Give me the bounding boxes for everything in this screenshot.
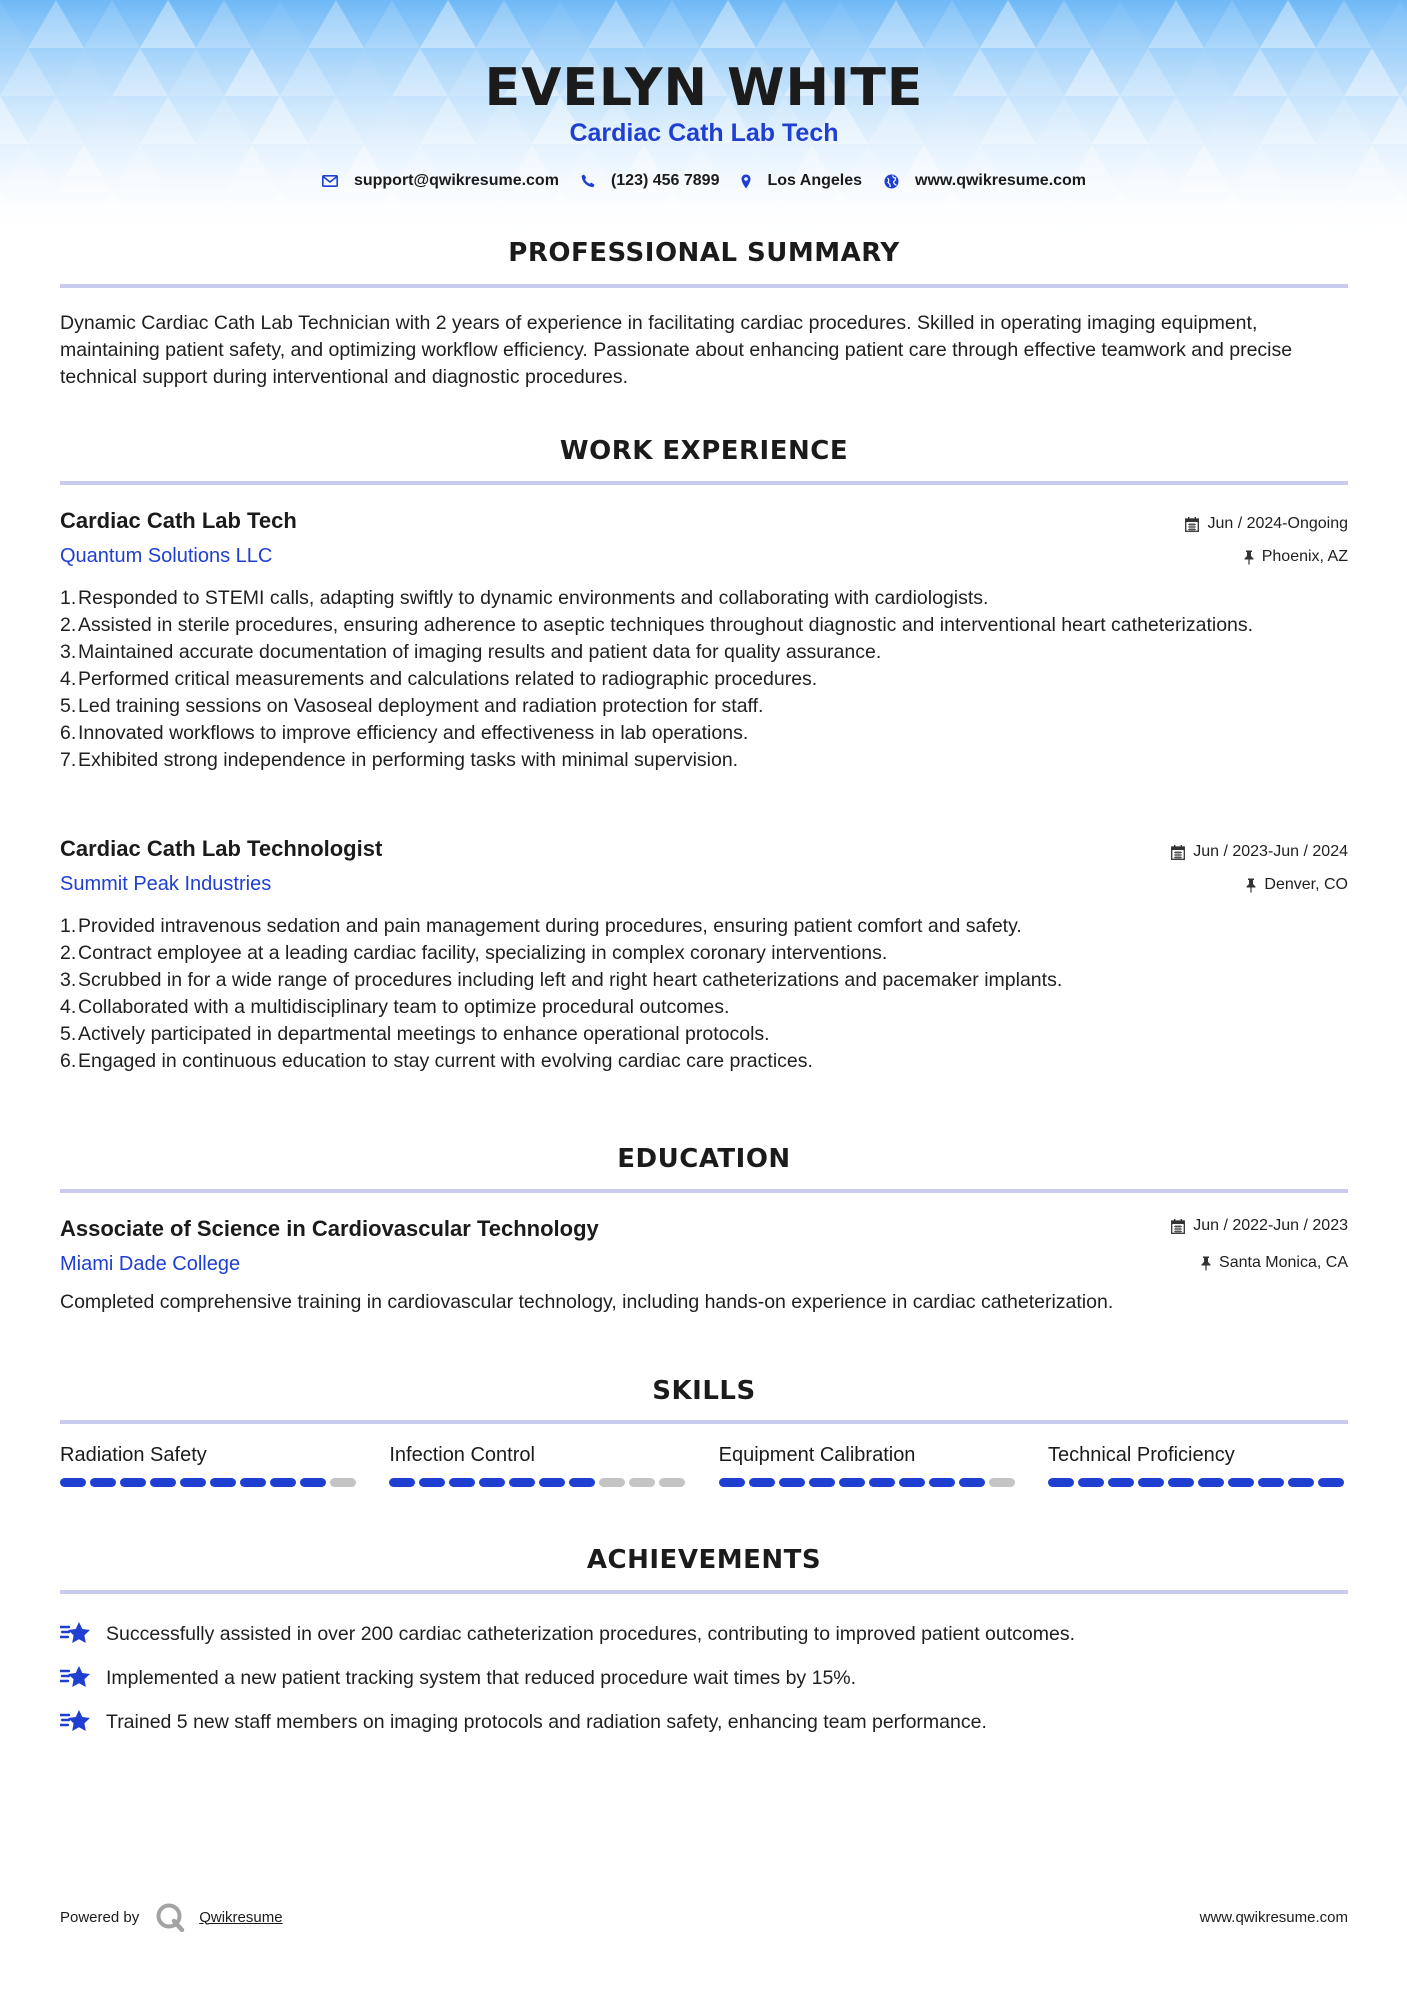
- job-company: Quantum Solutions LLC: [60, 545, 273, 567]
- contact-phone[interactable]: [581, 172, 720, 190]
- skill-segment: [1168, 1478, 1194, 1487]
- list-item: [60, 1700, 1348, 1744]
- skill-segment: [509, 1478, 535, 1487]
- skill-segment: [479, 1478, 505, 1487]
- experience-heading: WORK EXPERIENCE: [559, 436, 849, 466]
- skill-level-bar: [719, 1478, 1019, 1487]
- education-divider: [60, 1189, 1348, 1193]
- skill-segment: [1288, 1478, 1314, 1487]
- achievements-divider: [60, 1590, 1348, 1594]
- skill-segment: [659, 1478, 685, 1487]
- school-name: Miami Dade College: [60, 1253, 241, 1275]
- list-item: 2. Contract employee at a leading cardiac facility, specializing in complex coronary interventions.: [60, 942, 888, 964]
- skill-segment: [389, 1478, 415, 1487]
- education-location-text: Santa Monica, CA: [1219, 1254, 1348, 1271]
- job-location-text: Denver, CO: [1264, 876, 1348, 893]
- achievements-heading: ACHIEVEMENTS: [586, 1545, 822, 1575]
- skill-segment: [719, 1478, 745, 1487]
- skill-segment: [1228, 1478, 1254, 1487]
- skill-segment: [449, 1478, 475, 1487]
- skills-list: [60, 1444, 1348, 1487]
- skill-segment: [959, 1478, 985, 1487]
- location-text: Los Angeles: [767, 172, 863, 189]
- envelope-icon: [322, 175, 338, 187]
- calendar-icon: [1171, 845, 1185, 860]
- pushpin-icon: [1201, 1256, 1211, 1271]
- skill-segment: [899, 1478, 925, 1487]
- job-location: [1246, 876, 1348, 894]
- skill-segment: [1258, 1478, 1284, 1487]
- education-dates-text: Jun / 2022-Jun / 2023: [1193, 1217, 1348, 1234]
- skill-segment: [989, 1478, 1015, 1487]
- skills-divider: [60, 1420, 1348, 1424]
- job-location: [1244, 548, 1348, 566]
- powered-by-label: Powered by: [60, 1908, 140, 1926]
- skill-segment: [569, 1478, 595, 1487]
- footer-website[interactable]: www.qwikresume.com: [1199, 1908, 1348, 1926]
- skill-item: [719, 1444, 1019, 1487]
- skill-segment: [1108, 1478, 1134, 1487]
- map-pin-icon: [741, 174, 751, 189]
- achievements-list: [60, 1612, 1348, 1744]
- achievement-text: Implemented a new patient tracking system that reduced procedure wait times by 15%.: [106, 1666, 857, 1689]
- job-title: Cardiac Cath Lab Technologist: [60, 836, 383, 861]
- job-bullets: [60, 913, 1348, 1075]
- skill-segment: [1198, 1478, 1224, 1487]
- skill-level-bar: [60, 1478, 360, 1487]
- skill-segment: [809, 1478, 835, 1487]
- skill-name: Infection Control: [389, 1444, 535, 1466]
- skill-segment: [1048, 1478, 1074, 1487]
- job-title: Cardiac Cath Lab Tech: [60, 508, 297, 533]
- education-heading: EDUCATION: [617, 1144, 791, 1174]
- contact-website[interactable]: [884, 172, 1086, 190]
- skill-segment: [240, 1478, 266, 1487]
- skill-segment: [120, 1478, 146, 1487]
- degree-title: Associate of Science in Cardiovascular Technology: [60, 1216, 599, 1241]
- skill-segment: [749, 1478, 775, 1487]
- skill-name: Technical Proficiency: [1047, 1444, 1235, 1466]
- list-item: 4. Collaborated with a multidisciplinary team to optimize procedural outcomes.: [60, 996, 730, 1018]
- website-text: www.qwikresume.com: [915, 172, 1087, 189]
- job-location-text: Phoenix, AZ: [1261, 548, 1348, 565]
- star-icon: [60, 1665, 92, 1691]
- star-icon: [60, 1621, 92, 1647]
- summary-heading: PROFESSIONAL SUMMARY: [508, 238, 900, 268]
- skill-segment: [929, 1478, 955, 1487]
- globe-icon: [884, 174, 899, 189]
- skill-segment: [300, 1478, 326, 1487]
- skill-item: [1048, 1444, 1348, 1487]
- skill-segment: [419, 1478, 445, 1487]
- list-item: 5. Actively participated in departmental meetings to enhance operational protocols.: [60, 1023, 770, 1045]
- skill-segment: [60, 1478, 86, 1487]
- pushpin-icon: [1246, 878, 1256, 893]
- contact-row: [60, 172, 1348, 190]
- skill-segment: [90, 1478, 116, 1487]
- experience-divider: [60, 481, 1348, 485]
- education-dates: [1171, 1217, 1348, 1235]
- email-text: support@qwikresume.com: [353, 172, 559, 189]
- job-dates: [1171, 843, 1348, 861]
- skill-name: Equipment Calibration: [718, 1444, 916, 1466]
- star-icon: [60, 1709, 92, 1735]
- skill-segment: [1318, 1478, 1344, 1487]
- skill-segment: [539, 1478, 565, 1487]
- skill-segment: [270, 1478, 296, 1487]
- skill-segment: [869, 1478, 895, 1487]
- list-item: 2. Assisted in sterile procedures, ensuring adherence to aseptic techniques throughout diagnostic and interventional heart catheterizations.: [60, 614, 1254, 636]
- job-dates: [1185, 515, 1348, 533]
- skill-name: Radiation Safety: [60, 1444, 207, 1466]
- skill-level-bar: [1048, 1478, 1348, 1487]
- skill-segment: [330, 1478, 356, 1487]
- list-item: 7. Exhibited strong independence in performing tasks with minimal supervision.: [60, 749, 739, 771]
- skill-segment: [1078, 1478, 1104, 1487]
- job-dates-text: Jun / 2023-Jun / 2024: [1193, 843, 1348, 860]
- achievement-text: Successfully assisted in over 200 cardiac catheterization procedures, contributing to improved patient outcomes.: [106, 1622, 1076, 1645]
- skill-level-bar: [389, 1478, 689, 1487]
- list-item: 1. Responded to STEMI calls, adapting swiftly to dynamic environments and collaborating with cardiologists.: [60, 587, 989, 609]
- skill-segment: [150, 1478, 176, 1487]
- candidate-title: Cardiac Cath Lab Tech: [569, 119, 839, 147]
- skill-segment: [599, 1478, 625, 1487]
- footer: [60, 1902, 1348, 1932]
- education-location: [1201, 1254, 1348, 1272]
- list-item: 6. Engaged in continuous education to stay current with evolving cardiac care practices.: [60, 1050, 813, 1072]
- contact-email[interactable]: [322, 172, 559, 190]
- summary-divider: [60, 284, 1348, 288]
- qwikresume-link[interactable]: Qwikresume: [199, 1908, 283, 1926]
- list-item: 3. Maintained accurate documentation of imaging results and patient data for quality assurance.: [60, 641, 882, 663]
- summary-text: Dynamic Cardiac Cath Lab Technician with 2 years of experience in facilitating cardiac procedures. Skilled in operating imaging equipment, maintaining patient safety, and optimizing workflow efficiency. Passionate about enhancing patient care through effective teamwork and precise technical support during interventional and diagnostic procedures.: [60, 312, 1293, 388]
- phone-icon: [581, 174, 595, 188]
- list-item: 4. Performed critical measurements and calculations related to radiographic procedures.: [60, 668, 818, 690]
- list-item: 5. Led training sessions on Vasoseal deployment and radiation protection for staff.: [60, 695, 764, 717]
- list-item: 6. Innovated workflows to improve efficiency and effectiveness in lab operations.: [60, 722, 749, 744]
- skill-segment: [839, 1478, 865, 1487]
- list-item: 1. Provided intravenous sedation and pain management during procedures, ensuring patient comfort and safety.: [60, 915, 1022, 937]
- powered-by: [60, 1902, 283, 1932]
- skill-item: [389, 1444, 689, 1487]
- skill-segment: [210, 1478, 236, 1487]
- education-description: Completed comprehensive training in cardiovascular technology, including hands-on experience in cardiac catheterization.: [60, 1291, 1114, 1313]
- calendar-icon: [1171, 1219, 1185, 1234]
- skill-segment: [1138, 1478, 1164, 1487]
- calendar-icon: [1185, 517, 1199, 532]
- achievement-text: Trained 5 new staff members on imaging protocols and radiation safety, enhancing team performance.: [106, 1710, 987, 1733]
- phone-text: (123) 456 7899: [610, 172, 720, 189]
- job-company: Summit Peak Industries: [60, 873, 272, 895]
- pushpin-icon: [1244, 550, 1254, 565]
- skill-item: [60, 1444, 360, 1487]
- job-bullets: [60, 585, 1348, 774]
- skill-segment: [180, 1478, 206, 1487]
- contact-location: [741, 172, 862, 190]
- list-item: 3. Scrubbed in for a wide range of procedures including left and right heart catheterizations and pacemaker implants.: [60, 969, 1063, 991]
- qwikresume-logo-icon: [155, 1902, 185, 1932]
- list-item: [60, 1656, 1348, 1700]
- list-item: [60, 1612, 1348, 1656]
- skill-segment: [629, 1478, 655, 1487]
- skills-heading: SKILLS: [652, 1376, 756, 1406]
- skill-segment: [779, 1478, 805, 1487]
- candidate-name: EVELYN WHITE: [484, 58, 924, 118]
- job-dates-text: Jun / 2024-Ongoing: [1207, 515, 1348, 532]
